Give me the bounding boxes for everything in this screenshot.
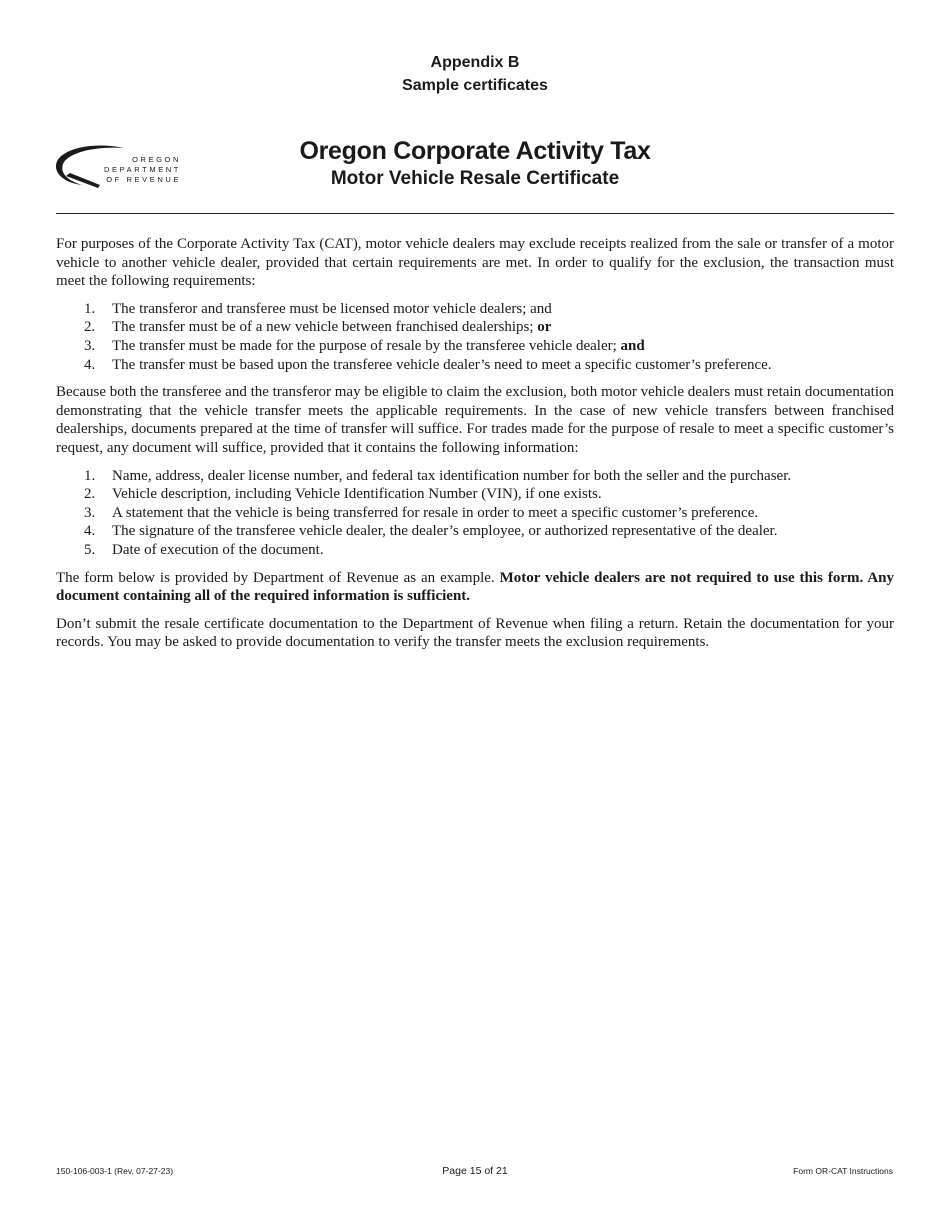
list-item: 4. The signature of the transferee vehicle dealer, the dealer’s employee, or authorized representative of the dealer. — [84, 523, 778, 540]
list-item: 2. The transfer must be of a new vehicle between franchised dealerships; or — [84, 319, 552, 336]
documentation-paragraph: Because both the transferee and the transferor may be eligible to claim the exclusion, both motor vehicle dealers must retain documentation demonstrating that the vehicle transfer meets the applicable requirements. In the case of new vehicle transfers between franchised dealerships, documents prepared at the time of transfer will suffice. For trades made for the purpose of resale to meet a specific customer’s request, any document will suffice, provided that it contains the following information: — [56, 384, 894, 456]
footer-form-number: 150-106-003-1 (Rev. 07-27-23) — [56, 1166, 174, 1176]
logo-line-department: DEPARTMENT — [104, 165, 181, 174]
list-item: 1. Name, address, dealer license number, and federal tax identification number for both the seller and the purchaser. — [84, 467, 792, 484]
logo-line-of-revenue: OF REVENUE — [106, 175, 181, 184]
footer-page-number: Page 15 of 21 — [442, 1165, 508, 1177]
document-body — [56, 235, 894, 661]
intro-paragraph: For purposes of the Corporate Activity Tax (CAT), motor vehicle dealers may exclude receipts realized from the sale or transfer of a motor vehicle to another vehicle dealer, provided that certain requirements are met. In order to qualify for the exclusion, the transaction must meet the following requirements: — [56, 236, 894, 290]
appendix-heading — [0, 51, 950, 97]
submit-note-paragraph: Don’t submit the resale certificate documentation to the Department of Revenue when filing a return. Retain the documentation for your records. You may be asked to provide documentation to verify the transfer meets the exclusion requirements. — [56, 615, 894, 651]
requirements-list — [56, 300, 894, 374]
form-note-paragraph: The form below is provided by Department of Revenue as an example. Motor vehicle dealers are not required to use this form. Any document containing all of the required information is sufficient. — [56, 569, 894, 605]
list-item: 5. Date of execution of the document. — [84, 541, 324, 558]
appendix-title: Appendix B — [430, 54, 520, 71]
list-item: 4. The transfer must be based upon the transferee vehicle dealer’s need to meet a specific customer’s preference. — [84, 356, 772, 373]
page-title: Oregon Corporate Activity Tax — [299, 137, 651, 165]
logo-line-oregon: OREGON — [132, 155, 181, 164]
appendix-subtitle: Sample certificates — [402, 77, 548, 94]
header-divider — [56, 213, 894, 214]
page-subtitle: Motor Vehicle Resale Certificate — [330, 168, 620, 189]
list-item: 3. The transfer must be made for the purpose of resale by the transferee vehicle dealer; and — [84, 337, 645, 354]
required-information-list — [56, 467, 894, 560]
list-item: 1. The transferor and transferee must be licensed motor vehicle dealers; and — [84, 300, 552, 317]
footer-form-name: Form OR-CAT Instructions — [793, 1166, 893, 1176]
list-item: 2. Vehicle description, including Vehicle Identification Number (VIN), if one exists. — [84, 486, 602, 503]
list-item: 3. A statement that the vehicle is being transferred for resale in order to meet a specific customer’s preference. — [84, 504, 759, 521]
